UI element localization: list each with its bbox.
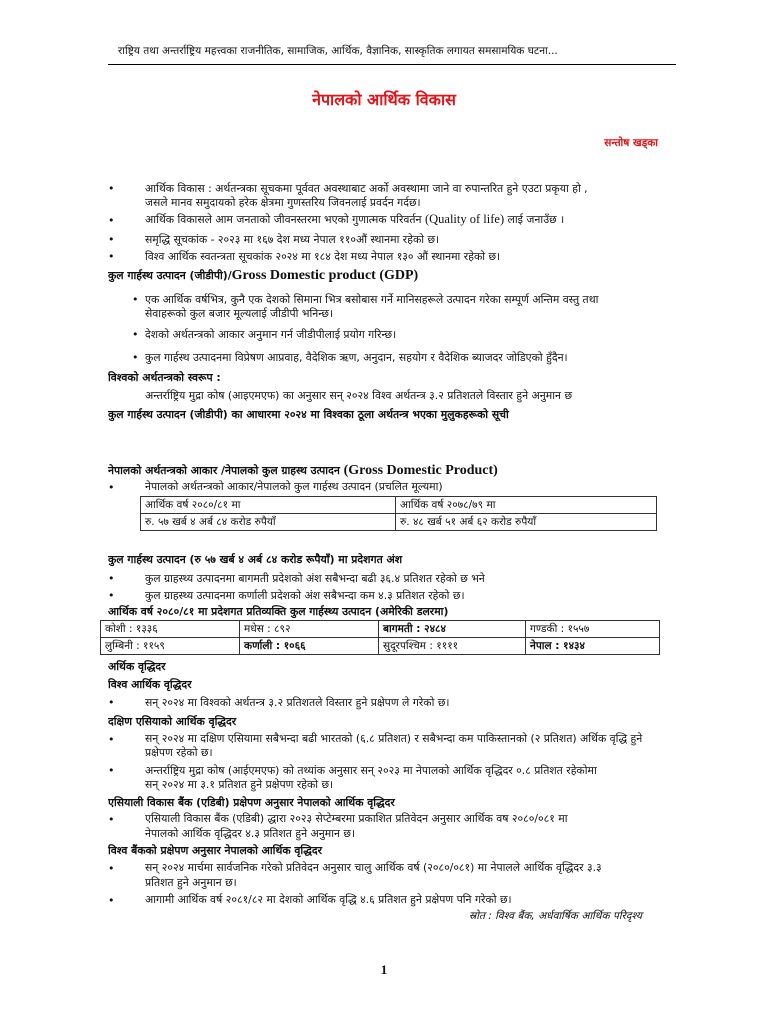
bullet-marker: • [132, 293, 139, 306]
intro-bullet-2-suffix: लाई जनाउँछ । [507, 213, 565, 226]
header-rule [108, 64, 676, 65]
table-cell: नेपाल : १४३४ [526, 638, 660, 655]
adb-bullet-line-1: एसियाली विकास बैंक (एडिबी) द्धारा २०२३ सेप्टेम्बरमा प्रकाशित प्रतिवेदन अनुसार आर्थिक वष २०८०/०८१ मा [145, 812, 568, 825]
table-cell: सुदूरपश्चिम : ११११ [379, 638, 526, 655]
source-note: स्रोत : विश्व बैंक, अर्धवार्षिक आर्थिक परिदृश्य [469, 910, 642, 922]
growth-heading: अर्थिक वृद्धिदर [108, 660, 166, 673]
table-row [141, 514, 657, 531]
table-cell: बागमती : २४८४ [379, 621, 526, 638]
per-capita-table [100, 620, 660, 655]
bullet-marker: • [108, 481, 115, 494]
world-bank-bullet-1-line-1: सन् २०२४ मार्चमा सार्वजनिक गरेको प्रतिवेदन अनुसार चालु आर्थिक वर्ष (२०८०/०८१) मा नेपालले आर्थिक वृद्धिदर ३.३ [145, 861, 602, 874]
south-asia-growth-heading: दक्षिण एसियाको आर्थिक वृद्धिदर [108, 715, 237, 728]
bullet-marker: • [108, 862, 115, 875]
nepal-gdp-table [140, 496, 657, 531]
running-header: राष्ट्रिय तथा अन्तर्राष्ट्रिय महत्त्वका राजनीतिक, सामाजिक, आर्थिक, वैज्ञानिक, सास्कृतिक लगायत समसामयिक घटना... [118, 45, 558, 57]
table-cell: गण्डकी : १५५७ [526, 621, 660, 638]
bullet-marker: • [108, 182, 115, 195]
world-bank-bullet-2: आगामी आर्थिक वर्ष २०८१/८२ मा देशको आर्थिक वृद्धि ४.६ प्रतिशत हुने प्रक्षेपण पनि गरेको छ। [145, 893, 512, 906]
bullet-marker: • [108, 813, 115, 826]
table-cell: मधेस : ८९२ [240, 621, 379, 638]
provincial-share-heading: कुल गार्हस्थ उत्पादन (रु ५७ खर्ब ४ अर्ब ८४ करोड रूपैयाँ) मा प्रदेशगत अंश [108, 553, 403, 566]
gdp-bullet-2: देशको अर्थतन्त्रको आकार अनुमान गर्न जीडीपीलाई प्रयोग गरिन्छ। [145, 328, 397, 341]
table-cell: लुम्बिनी : ११५९ [101, 638, 240, 655]
intro-bullet-3: समृद्धि सूचकांक - २०२३ मा १६७ देश मध्य नेपाल ११०औं स्थानमा रहेको छ। [145, 233, 440, 246]
table-row [101, 621, 660, 638]
world-growth-heading: विश्व आर्थिक वृद्धिदर [108, 678, 192, 691]
nepal-gdp-heading [108, 462, 668, 480]
table-row [101, 638, 660, 655]
gdp-heading-en: Gross Domestic product (GDP) [231, 268, 419, 283]
author-name: सन्तोष खड्का [604, 137, 658, 149]
provincial-bullet-1: कुल ग्राहस्थ्य उत्पादनमा बागमती प्रदेशको अंश सबैभन्दा बढी ३६.४ प्रतिशत रहेको छ भने [145, 572, 485, 585]
world-bank-growth-heading: विश्व बैंकको प्रक्षेपण अनुसार नेपालको आर्थिक वृद्धिदर [108, 844, 322, 857]
intro-bullet-2-text: आर्थिक विकासले आम जनताको जीवनस्तरमा भएको गुणात्मक परिवर्तन [145, 213, 422, 226]
intro-bullet-4: विश्व आर्थिक स्वतन्त्रता सूचकांक २०२४ मा १८४ देश मध्य नेपाल १३० औं स्थानमा रहेको छ। [145, 250, 501, 263]
table-cell: कर्णाली : १०६६ [240, 638, 379, 655]
bullet-marker: • [108, 233, 115, 246]
world-bank-bullet-1-line-2: प्रतिशत हुने अनुमान छ। [145, 876, 237, 889]
intro-bullet-2 [145, 212, 670, 227]
south-asia-bullet-1-line-1: सन् २०२४ मा दक्षिण एसियामा सबैभन्दा बढी भारतको (६.८ प्रतिशत) र सबैभन्दा कम पाकिस्तानको (२ प्रतिशत) अर्थिक वृद्धि हुने [145, 732, 643, 745]
table-cell: रु. ५७ खर्ब ४ अर्ब ८४ करोड रुपैयाँ [141, 514, 396, 531]
bullet-marker: • [108, 764, 115, 777]
page-number: 1 [380, 962, 388, 977]
largest-economies-heading: कुल गार्हस्थ उत्पादन (जीडीपी) का आधारमा २०२४ मा विश्वका ठूला अर्थतन्त्र भएका मुलुकहरूको सूची [108, 408, 509, 421]
gdp-bullet-1-line-2: सेवाहरूको कुल बजार मूल्यलाई जीडीपी भनिन्छ। [145, 307, 333, 320]
gdp-heading [108, 267, 668, 285]
table-row [141, 497, 657, 514]
bullet-marker: • [108, 214, 115, 227]
bullet-marker: • [108, 572, 115, 585]
table-cell: कोशी : १३३६ [101, 621, 240, 638]
world-growth-bullet: सन् २०२४ मा विश्वको अर्थतन्त्र ३.२ प्रतिशतले विस्तार हुने प्रक्षेपण ले गरेको छ। [145, 696, 450, 709]
gdp-bullet-3: कुल गार्हस्थ उत्पादनमा विप्रेषण आप्रवाह, वैदेशिक ऋण, अनुदान, सहयोग र वैदेशिक ब्याजदर जोडिएको हुँदैन। [145, 351, 568, 364]
table-cell: आर्थिक वर्ष २०७८/७९ मा [396, 497, 657, 514]
provincial-bullet-2: कुल ग्राहस्थ्य उत्पादनमा कर्णाली प्रदेशको अंश सबैभन्दा कम ४.३ प्रतिशत रहेको छ। [145, 589, 465, 602]
world-economy-text: अन्तर्राष्ट्रिय मुद्रा कोष (आइएमएफ) का अनुसार सन् २०२४ विश्व अर्थतन्त्र ३.२ प्रतिशतले विस्तार हुने अनुमान छ [145, 389, 573, 402]
nepal-gdp-heading-en: (Gross Domestic Product) [343, 463, 498, 478]
world-economy-heading: विश्वको अर्थतन्त्रको स्वरूप : [108, 371, 221, 384]
south-asia-bullet-2-line-2: सन् २०२४ मा ३.१ प्रतिशत हुने प्रक्षेपण रहेको छ। [145, 778, 334, 791]
bullet-marker: • [108, 250, 115, 263]
bullet-marker: • [108, 589, 115, 602]
per-capita-table-heading: आर्थिक वर्ष २०८०/८१ मा प्रदेशगत प्रतिव्यक्ति कुल गार्हस्थ्य उत्पादन (अमेरिकी डलरमा) [108, 605, 449, 618]
intro-bullet-1-line-1: आर्थिक विकास : अर्थतन्त्रका सूचकमा पूर्ववत अवस्थाबाट अर्को अवस्थामा जाने वा रुपान्तरित हुने एउटा प्रकृया हो , [145, 182, 588, 195]
page-title: नेपालको आर्थिक विकास [312, 90, 456, 109]
table-cell: आर्थिक वर्ष २०८०/८१ मा [141, 497, 396, 514]
bullet-marker: • [108, 696, 115, 709]
gdp-heading-np: कुल गार्हस्थ उत्पादन (जीडीपी)/ [108, 269, 232, 282]
quality-of-life-term: (Quality of life) [424, 212, 505, 226]
bullet-marker: • [108, 894, 115, 907]
south-asia-bullet-2-line-1: अन्तर्राष्ट्रिय मुद्रा कोष (आईएमएफ) को तथ्यांक अनुसार सन् २०२३ मा नेपालको आर्थिक वृद्धिदर ०.८ प्रतिशत रहेकोमा [145, 764, 597, 777]
intro-bullet-1-line-2: जसले मानव समुदायको हरेक क्षेत्रमा गुणस्तरिय जिवनलाई प्रवर्दन गर्दछ। [145, 196, 421, 209]
bullet-marker: • [108, 733, 115, 746]
table-cell: रु. ४८ खर्ब ५१ अर्ब ६२ करोड रुपैयाँ [396, 514, 657, 531]
gdp-bullet-1-line-1: एक आर्थिक वर्षभित्र, कुनै एक देशको सिमाना भित्र बसोबास गर्ने मानिसहरूले उत्पादन गरेका सम्पूर्ण अन्तिम वस्तु तथा [145, 293, 599, 306]
adb-bullet-line-2: नेपालको आर्थिक वृद्धिदर ४.३ प्रतिशत हुने अनुमान छ। [145, 827, 356, 840]
south-asia-bullet-1-line-2: प्रक्षेपण रहेको छ। [145, 746, 213, 759]
nepal-gdp-heading-np: नेपालको अर्थतन्त्रको आकार /नेपालको कुल ग्राहस्थ उत्पादन [108, 464, 340, 477]
bullet-marker: • [132, 351, 139, 364]
adb-growth-heading: एसियाली विकास बैंक (एडिबी) प्रक्षेपण अनुसार नेपालको आर्थिक वृद्धिदर [108, 796, 395, 809]
bullet-marker: • [132, 328, 139, 341]
nepal-gdp-subheading: नेपालको अर्थतन्त्रको आकार/नेपालको कुल गार्हस्थ उत्पादन (प्रचलित मूल्यमा) [145, 480, 443, 493]
